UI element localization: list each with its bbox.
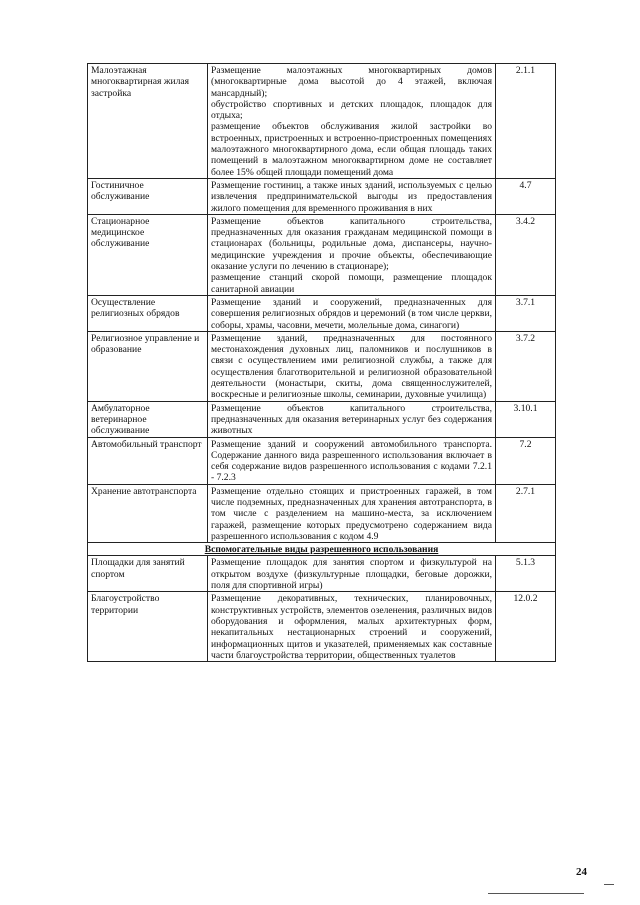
description-paragraph: обустройство спортивных и детских площадок, площадок для отдыха;	[211, 98, 492, 122]
use-type-name: Малоэтажная многоквартирная жилая застройка	[88, 64, 208, 179]
description-paragraph: Размещение площадок для занятия спортом и физкультурой на открытом воздухе (физкультурные площадки, беговые дорожки, поля для спортивной игры)	[211, 557, 492, 592]
use-type-name: Площадки для занятий спортом	[88, 556, 208, 592]
table-row	[88, 178, 556, 214]
description-paragraph: размещение станций скорой помощи, размещение площадок санитарной авиации	[211, 272, 492, 295]
table-row	[88, 295, 556, 331]
table-row	[88, 484, 556, 542]
use-type-description	[208, 401, 496, 437]
description-paragraph: Размещение зданий и сооружений автомобильного транспорта. Содержание данного вида разрешенного использования включает в себя содержание видов разрешенного использования с кодами 7.2.1 - 7.2.3	[211, 438, 492, 484]
use-type-code: 2.7.1	[496, 484, 556, 542]
scan-artifact-line	[488, 893, 584, 894]
table-row	[88, 401, 556, 437]
table-row	[88, 214, 556, 295]
use-type-code: 5.1.3	[496, 556, 556, 592]
section-title: Вспомогательные виды разрешенного использования	[88, 543, 556, 556]
description-paragraph: Размещение отдельно стоящих и пристроенных гаражей, в том числе подземных, предназначенных для хранения автотранспорта, в том числе с разделением на машино-места, за исключением гаражей, размещение которых предусмотрено содержанием вида разрешенного использования с кодом 4.9	[211, 485, 492, 542]
use-type-name: Амбулаторное ветеринарное обслуживание	[88, 401, 208, 437]
description-paragraph: Размещение декоративных, технических, планировочных, конструктивных устройств, элементов озеленения, различных видов оборудования и оформления, малых архитектурных форм, некапитальных нестационарных строений и сооружений, информационных щитов и указателей, применяемых как составные части благоустройства территории, общественных туалетов	[211, 593, 492, 661]
page-number: 24	[576, 866, 587, 878]
use-type-description	[208, 295, 496, 331]
description-paragraph: Размещение зданий и сооружений, предназначенных для совершения религиозных обрядов и церемоний (в том числе церкви, соборы, храмы, часовни, мечети, молельные дома, синагоги)	[211, 296, 492, 331]
use-type-code: 2.1.1	[496, 64, 556, 179]
table-row	[88, 592, 556, 662]
description-paragraph: Размещение гостиниц, а также иных зданий, используемых с целью извлечения предпринимательской выгоды из предоставления жилого помещения для временного проживания в них	[211, 179, 492, 214]
land-use-table	[87, 63, 556, 662]
use-type-name: Осуществление религиозных обрядов	[88, 295, 208, 331]
land-use-table-body	[88, 64, 556, 662]
use-type-description	[208, 592, 496, 662]
use-type-name: Гостиничное обслуживание	[88, 178, 208, 214]
use-type-description	[208, 214, 496, 295]
use-type-description	[208, 556, 496, 592]
use-type-description	[208, 331, 496, 401]
use-type-name: Стационарное медицинское обслуживание	[88, 214, 208, 295]
use-type-description	[208, 437, 496, 484]
use-type-code: 3.4.2	[496, 214, 556, 295]
description-paragraph: Размещение малоэтажных многоквартирных домов (многоквартирные дома высотой до 4 этажей, включая мансардный);	[211, 65, 492, 99]
use-type-code: 7.2	[496, 437, 556, 484]
use-type-code: 4.7	[496, 178, 556, 214]
description-paragraph: Размещение объектов капитального строительства, предназначенных для оказания гражданам медицинской помощи в стационарах (больницы, родильные дома, диспансеры, научно-медицинские учреждения и прочие объекты, обеспечивающие оказание услуги по лечению в стационаре);	[211, 215, 492, 273]
description-paragraph: Размещение зданий, предназначенных для постоянного местонахождения духовных лиц, паломников и послушников в связи с осуществлением ими религиозной службы, а также для осуществления благотворительной и религиозной образовательной деятельности (монастыри, скиты, дома священнослужителей, воскресные и религиозные школы, семинарии, духовные училища)	[211, 332, 492, 401]
use-type-name: Хранение автотранспорта	[88, 484, 208, 542]
use-type-name: Религиозное управление и образование	[88, 331, 208, 401]
table-row	[88, 64, 556, 179]
section-header-row	[88, 543, 556, 556]
use-type-description	[208, 178, 496, 214]
table-row	[88, 556, 556, 592]
description-paragraph: Размещение объектов капитального строительства, предназначенных для оказания ветеринарных услуг без содержания животных	[211, 402, 492, 437]
use-type-code: 3.7.1	[496, 295, 556, 331]
use-type-name: Благоустройство территории	[88, 592, 208, 662]
use-type-description	[208, 64, 496, 179]
use-type-code: 3.7.2	[496, 331, 556, 401]
scan-artifact-mark	[604, 884, 614, 885]
use-type-code: 3.10.1	[496, 401, 556, 437]
use-type-name: Автомобильный транспорт	[88, 437, 208, 484]
use-type-code: 12.0.2	[496, 592, 556, 662]
description-paragraph: размещение объектов обслуживания жилой застройки во встроенных, пристроенных и встроенно-пристроенных помещениях малоэтажного многоквартирного дома, если общая площадь таких помещений в малоэтажном многоквартирном доме не составляет более 15% общей площади помещений дома	[211, 121, 492, 178]
table-row	[88, 331, 556, 401]
use-type-description	[208, 484, 496, 542]
table-row	[88, 437, 556, 484]
